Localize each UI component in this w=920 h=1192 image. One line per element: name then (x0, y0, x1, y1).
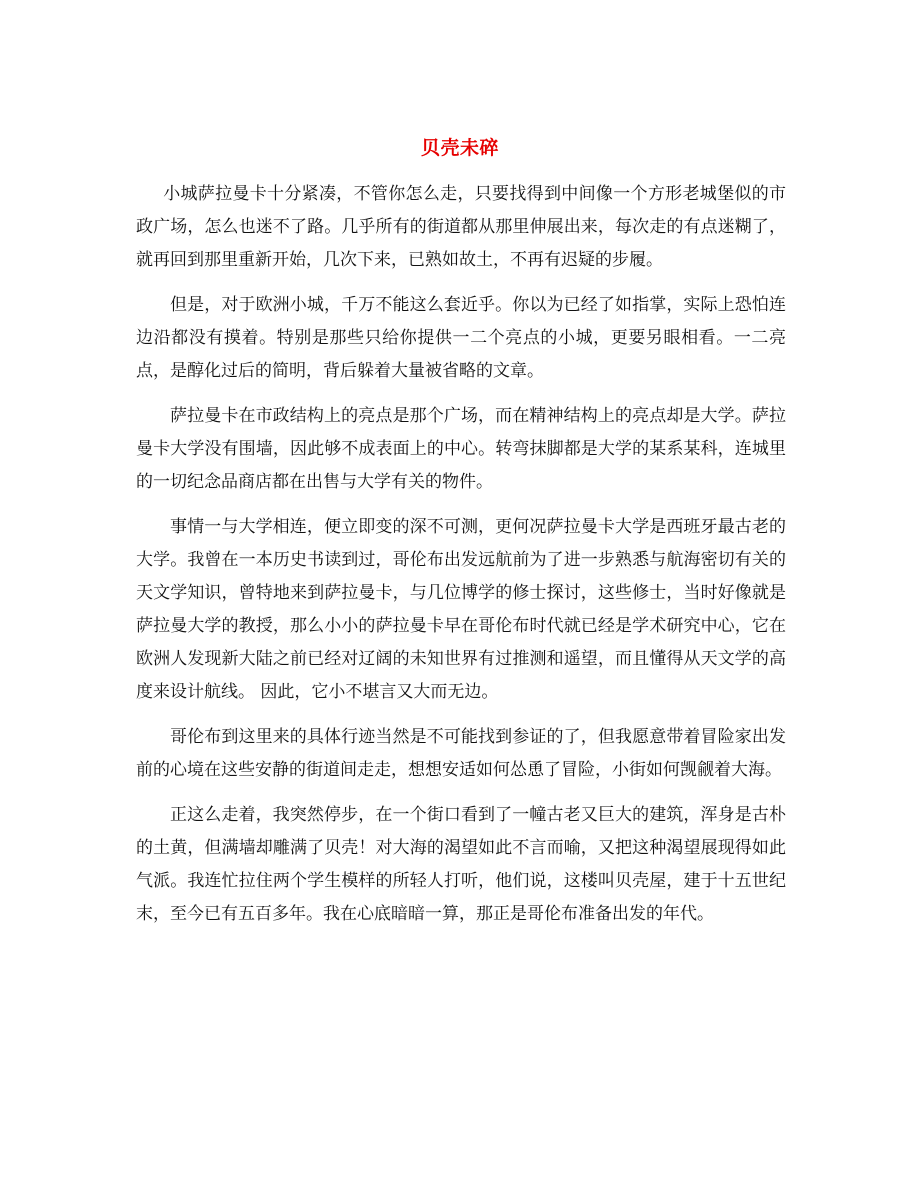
page-title: 贝壳未碎 (420, 136, 499, 159)
paragraph-2: 但是，对于欧洲小城，千万不能这么套近乎。你以为已经了如指掌，实际上恐怕连边沿都没有摸着。特别是那些只给你提供一二个亮点的小城，更要另眼相看。一二亮点，是醇化过后的简明，背后躲着大量被省略的文章。 (136, 295, 786, 381)
paragraph-4: 事情一与大学相连，便立即变的深不可测，更何况萨拉曼卡大学是西班牙最古老的大学。我曾在一本历史书读到过，哥伦布出发远航前为了进一步熟悉与航海密切有关的天文学知识，曾特地来到萨拉曼卡，与几位博学的修士探讨，这些修士，当时好像就是萨拉曼大学的教授，那么小小的萨拉曼卡早在哥伦布时代就已经是学术研究中心，它在欧洲人发现新大陆之前已经对辽阔的未知世界有过推测和遥望，而且懂得从天文学的高度来设计航线。 因此，它小不堪言又大而无边。 (136, 517, 786, 702)
article-body (136, 178, 786, 943)
paragraph-3: 萨拉曼卡在市政结构上的亮点是那个广场，而在精神结构上的亮点却是大学。萨拉曼卡大学没有围墙，因此够不成表面上的中心。转弯抹脚都是大学的某系某科，连城里的一切纪念品商店都在出售与大学有关的物件。 (136, 406, 786, 492)
paragraph-1: 小城萨拉曼卡十分紧凑，不管你怎么走，只要找得到中间像一个方形老城堡似的市政广场，怎么也迷不了路。几乎所有的街道都从那里伸展出来，每次走的有点迷糊了，就再回到那里重新开始，几次下来，已熟如故土，不再有迟疑的步履。 (136, 184, 786, 270)
paragraph-5: 哥伦布到这里来的具体行迹当然是不可能找到参证的了，但我愿意带着冒险家出发前的心境在这些安静的街道间走走，想想安适如何怂恿了冒险，小街如何觊觎着大海。 (136, 727, 786, 780)
paragraph-6: 正这么走着，我突然停步，在一个街口看到了一幢古老又巨大的建筑，浑身是古朴的土黄，但满墙却雕满了贝壳！对大海的渴望如此不言而喻，又把这种渴望展现得如此气派。我连忙拉住两个学生模样的所轻人打听，他们说，这楼叫贝壳屋，建于十五世纪末，至今已有五百多年。我在心底暗暗一算，那正是哥伦布准备出发的年代。 (136, 805, 786, 924)
